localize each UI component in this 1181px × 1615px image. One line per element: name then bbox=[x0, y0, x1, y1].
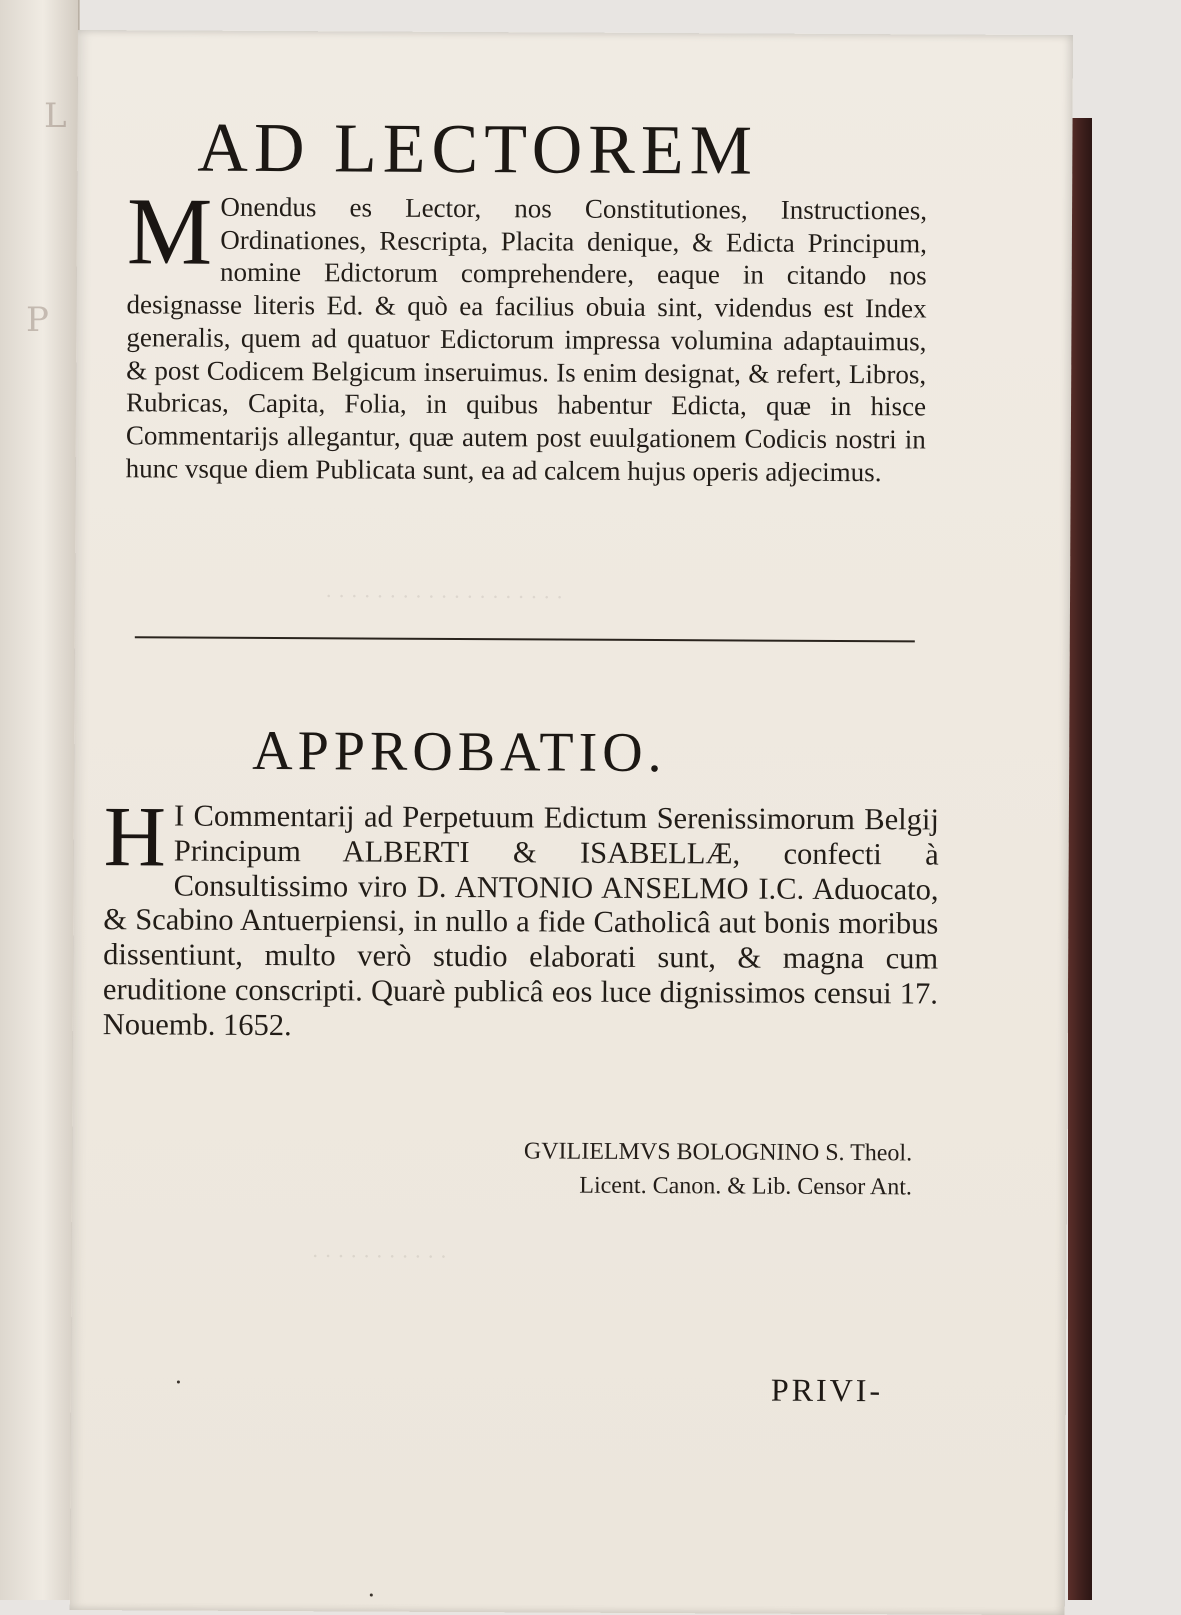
book-page: · · · · · · · · · · · · · · · · · · · · · · · · · · · · · · AD LECTOREM M Onendus es Lector, nos Constitutiones, Instructiones, Ordinationes, Rescripta, Placita denique, & Edicta Principum, nomine Edictorum comprehendere, eaque in citando nos designasse literis Ed. & quò ea facilius obuia sint, videndus est Index generalis, quem ad quatuor Edictorum impressa volumina adaptauimus, & post Codicem Belgicum inseruimus. Is enim designat, & refert, Libros, Rubricas, Capita, Folia, in quibus habentur Edicta, quæ in hisce Commentarijs allegantur, quæ autem post euulgationem Codicis nostri in hunc vsque diem Publicata sunt, ea ad calcem hujus operis adjecimus. APPROBATIO. H I Commentarij ad Perpetuum Edictum Serenissimorum Belgij Principum ALBERTI & ISABELLÆ, confecti à Consultissimo viro D. ANTONIO ANSELMO I.C. Aduocato, & Scabino Antuerpiensi, in nullo a fide Catholicâ aut bonis moribus dissentiunt, multo verò studio elaborati sunt, & magna cum eruditione conscripti. Quarè publicâ eos luce dignissimos censui 17. Nouemb. 1652. GVILIELMVS BOLOGNINO S. Theol. Licent. Canon. & Lib. Censor Ant. PRIVI- bbox=[70, 30, 1073, 1615]
catchword: PRIVI- bbox=[770, 1371, 884, 1409]
ink-speck bbox=[370, 1594, 373, 1597]
approbatio-text: I Commentarij ad Perpetuum Edictum Serenissimorum Belgij Principum ALBERTI & ISABELLÆ, confecti à Consultissimo viro D. ANTONIO ANSELMO I.C. Aduocato, & Scabino Antuerpiensi, in nullo a fide Catholicâ aut bonis moribus dissentiunt, multo verò studio elaborati sunt, & magna cum eruditione conscripti. Quarè publicâ eos luce dignissimos censui 17. Nouemb. 1652. bbox=[102, 798, 939, 1042]
approbatio-paragraph bbox=[102, 788, 939, 1046]
dropcap-m: M bbox=[126, 177, 213, 285]
ad-lectorem-text: Onendus es Lector, nos Constitutiones, Instructiones, Ordinationes, Rescripta, Placita denique, & Edicta Principum, nomine Edictorum comprehendere, eaque in citando nos designasse literis Ed. & quò ea facilius obuia sint, videndus est Index generalis, quem ad quatuor Edictorum impressa volumina adaptauimus, & post Codicem Belgicum inseruimus. Is enim designat, & refert, Libros, Rubricas, Capita, Folia, in quibus habentur Edicta, quæ in hisce Commentarijs allegantur, quæ autem post euulgationem Codicis nostri in hunc vsque diem Publicata sunt, ea ad calcem hujus operis adjecimus. bbox=[125, 191, 928, 487]
ad-lectorem-heading: AD LECTOREM bbox=[197, 109, 759, 190]
ink-speck bbox=[177, 1381, 180, 1384]
signature-line-1: GVILIELMVS BOLOGNINO S. Theol. bbox=[523, 1138, 913, 1167]
section-divider bbox=[135, 636, 915, 642]
dropcap-h: H bbox=[103, 788, 167, 885]
ad-lectorem-paragraph bbox=[125, 177, 928, 489]
previous-page-edge: L P bbox=[0, 0, 79, 1600]
book-cover-edge bbox=[1068, 118, 1092, 1600]
approbatio-heading: APPROBATIO. bbox=[252, 719, 667, 785]
signature-line-2: Licent. Canon. & Lib. Censor Ant. bbox=[579, 1172, 913, 1201]
